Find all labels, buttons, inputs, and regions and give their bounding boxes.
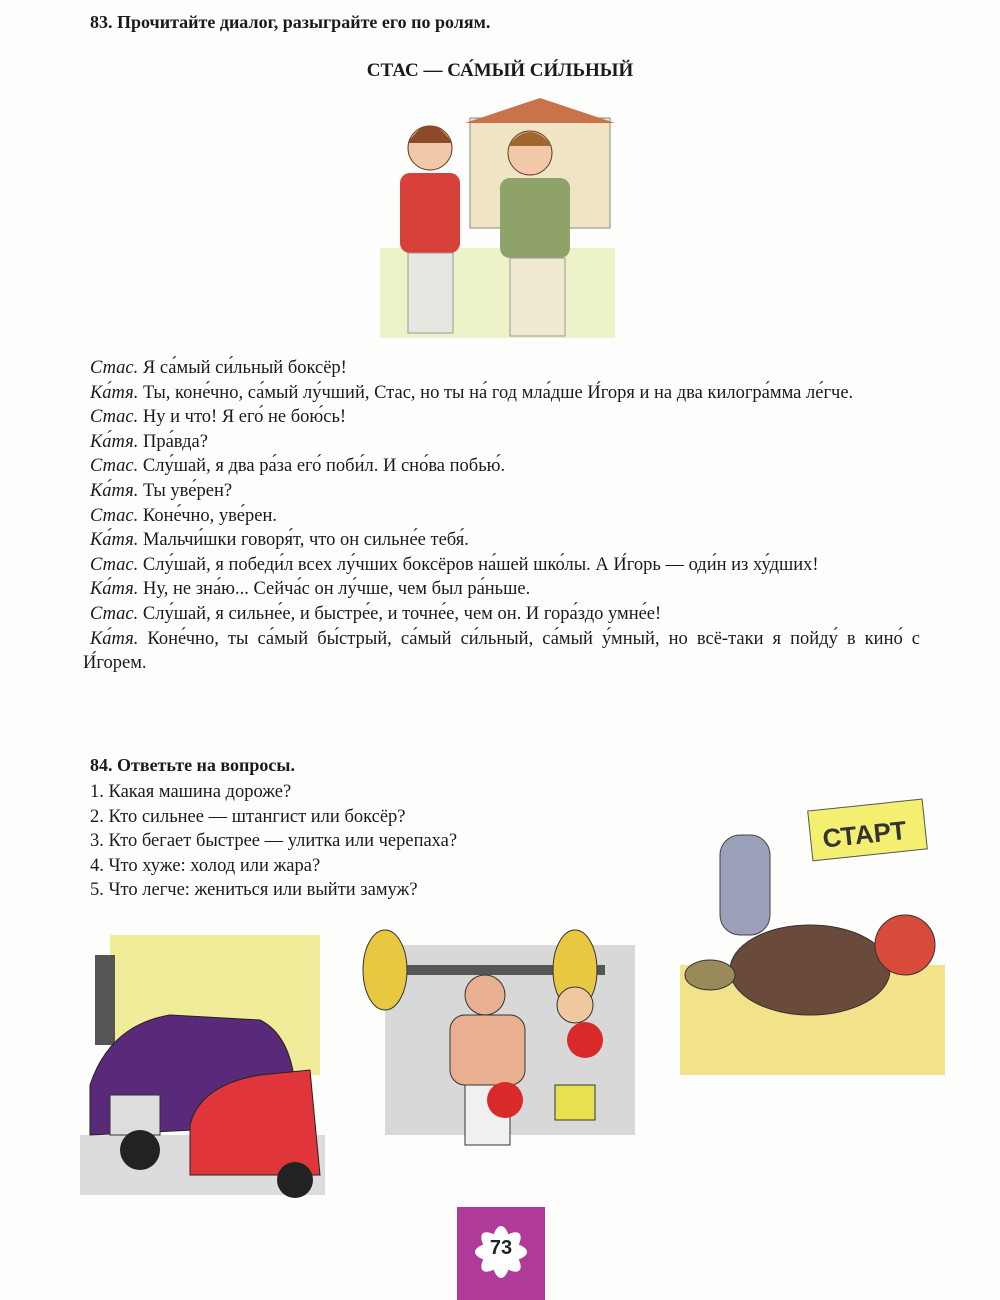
dialog-line [83, 454, 920, 479]
dialog [83, 356, 920, 676]
dialog-line [83, 528, 920, 553]
question: 5. Что легче: жениться или выйти замуж? [90, 880, 418, 900]
speaker: Ка́тя. [90, 431, 139, 452]
dialog-line [83, 430, 920, 455]
page-number: 73 [489, 1237, 513, 1259]
speaker: Ка́тя. [90, 628, 139, 649]
question: 1. Какая машина дороже? [90, 782, 292, 802]
dialog-line [83, 577, 920, 602]
dialog-line [83, 356, 920, 381]
speaker: Стас. [90, 554, 139, 575]
dialog-line [83, 479, 920, 504]
line-text: Мальчи́шки говоря́т, что он сильне́е тебя́. [138, 530, 469, 551]
line-text: Слу́шай, я два ра́за его́ поби́л. И сно́ва побью́. [138, 456, 506, 477]
illustration-two-teens [380, 98, 615, 338]
line-text: Слу́шай, я сильне́е, и быстре́е, и точне́е, чем он. И гора́здо умне́е! [138, 603, 662, 624]
line-text: Ну и что! Я его́ не бою́сь! [138, 407, 347, 428]
line-text: Пра́вда? [138, 431, 208, 452]
line-text: Коне́чно, ты са́мый бы́стрый, са́мый си́льный, са́мый у́мный, но всё-таки я пойду́ в кино́ с И́горем. [83, 628, 920, 674]
exercise-84-heading: 84. Ответьте на вопросы. [90, 755, 295, 775]
question: 2. Кто сильнее — штангист или боксёр? [90, 806, 406, 827]
page-number-badge [457, 1207, 545, 1300]
speaker: Стас. [90, 505, 139, 526]
speaker: Стас. [90, 456, 139, 477]
speaker: Ка́тя. [90, 530, 139, 551]
line-text: Ну, не зна́ю... Сейча́с он лу́чше, чем был ра́ньше. [138, 579, 531, 600]
start-sign-text: СТАРТ [821, 814, 908, 854]
dialog-title: СТАС — СА́МЫЙ СИ́ЛЬНЫЙ [366, 60, 634, 81]
line-text: Ты, коне́чно, са́мый лу́чший, Стас, но ты на́ год мла́дше И́горя и на два килогра́мма ле́гче. [138, 382, 854, 403]
dialog-line [83, 381, 920, 406]
speaker: Ка́тя. [90, 480, 139, 501]
speaker: Ка́тя. [90, 382, 139, 403]
illustration-tortoise-snail-race [680, 795, 945, 1080]
exercise-83-heading: 83. Прочитайте диалог, разыграйте его по ролям. [90, 12, 491, 32]
line-text: Ты уве́рен? [138, 480, 233, 501]
dialog-line [83, 405, 920, 430]
illustration-cars [80, 935, 325, 1205]
speaker: Стас. [90, 603, 139, 624]
question: 4. Что хуже: холод или жара? [90, 855, 321, 876]
speaker: Стас. [90, 407, 139, 428]
dialog-line [83, 553, 920, 578]
speaker: Ка́тя. [90, 579, 139, 600]
dialog-line [83, 504, 920, 529]
speaker: Стас. [90, 358, 139, 378]
line-text: Я са́мый си́льный боксёр! [138, 358, 347, 378]
question: 3. Кто бегает быстрее — улитка или черепаха? [90, 831, 458, 851]
dialog-line [83, 602, 920, 627]
line-text: Слу́шай, я победи́л всех лу́чших боксёров на́шей шко́лы. А И́горь — оди́н из ху́дших! [138, 554, 819, 575]
question-list [90, 780, 457, 903]
line-text: Коне́чно, уве́рен. [138, 505, 278, 526]
illustration-weightlifter-boxer [355, 925, 650, 1190]
dialog-line [83, 627, 920, 676]
